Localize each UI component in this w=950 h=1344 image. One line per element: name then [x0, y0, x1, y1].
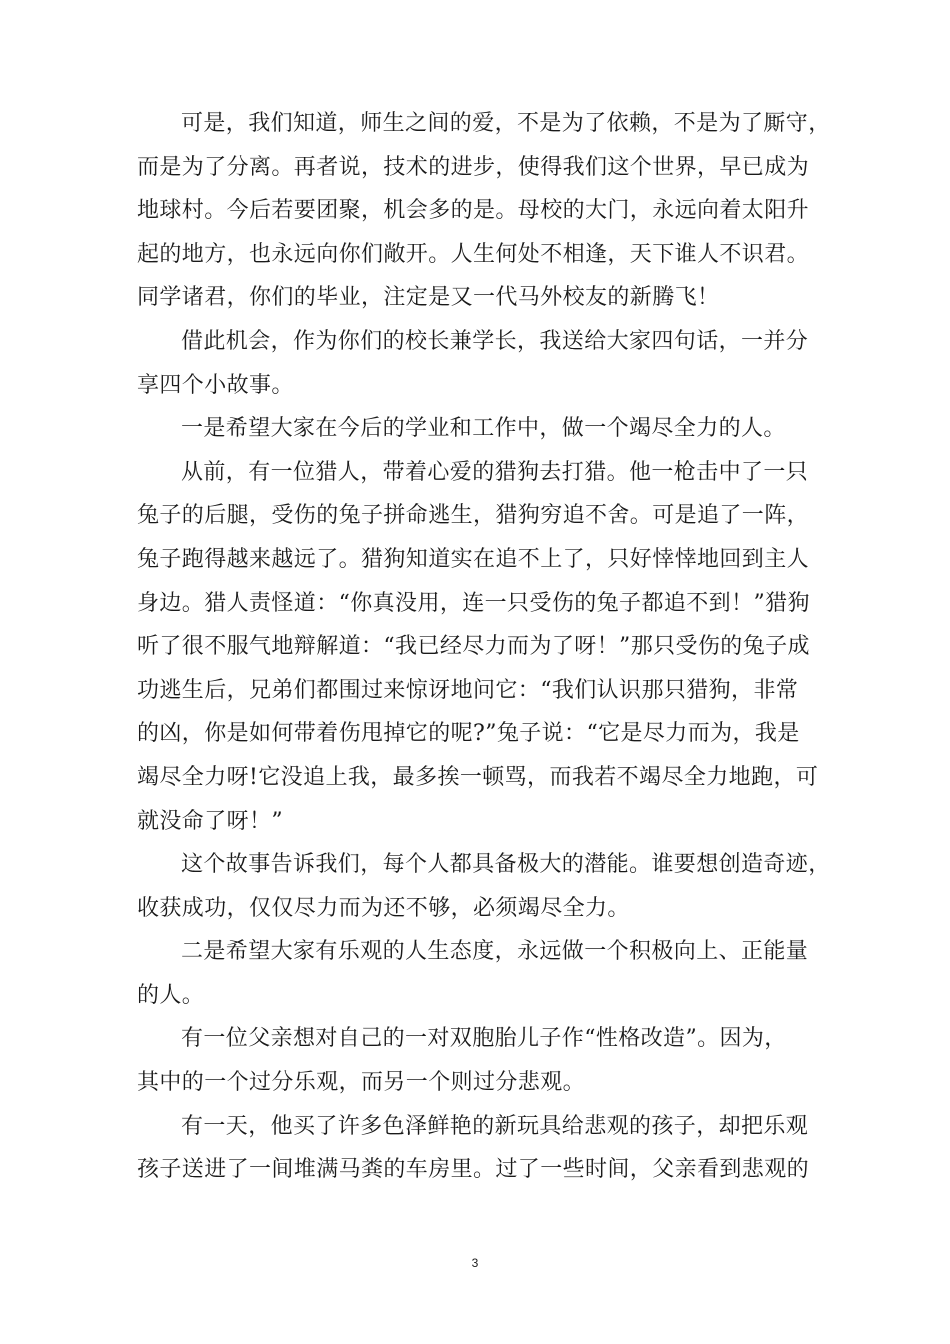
text-line: 这个故事告诉我们，每个人都具备极大的潜能。谁要想创造奇迹， — [181, 852, 831, 878]
text-line: 借此机会，作为你们的校长兼学长，我送给大家四句话，一并分 — [181, 328, 809, 354]
text-line: 兔子跑得越来越远了。猎狗知道实在追不上了，只好悻悻地回到主人 — [137, 546, 810, 572]
text-line: 兔子的后腿，受伤的兔子拼命逃生，猎狗穷追不舍。可是追了一阵， — [137, 503, 810, 529]
text-line: 二是希望大家有乐观的人生态度，永远做一个积极向上、正能量 — [181, 939, 809, 965]
text-line: 收获成功，仅仅尽力而为还不够，必须竭尽全力。 — [137, 895, 630, 921]
text-line: 可是，我们知道，师生之间的爱，不是为了依赖，不是为了厮守， — [181, 111, 831, 136]
text-line: 从前，有一位猎人，带着心爱的猎狗去打猎。他一枪击中了一只 — [181, 459, 809, 485]
text-line: 有一天，他买了许多色泽鲜艳的新玩具给悲观的孩子，却把乐观 — [181, 1113, 809, 1139]
text-line: 听了很不服气地辩解道：“我已经尽力而为了呀！”那只受伤的兔子成 — [137, 634, 810, 660]
text-line: 而是为了分离。再者说，技术的进步，使得我们这个世界，早已成为 — [137, 154, 810, 180]
text-line: 同学诸君，你们的毕业，注定是又一代马外校友的新腾飞！ — [137, 285, 720, 311]
text-line: 有一位父亲想对自己的一对双胞胎儿子作“性格改造”。因为， — [181, 1026, 787, 1052]
text-line: 起的地方，也永远向你们敞开。人生何处不相逢，天下谁人不识君。 — [137, 241, 810, 267]
text-line: 孩子送进了一间堆满马粪的车房里。过了一些时间，父亲看到悲观的 — [137, 1157, 810, 1183]
text-line: 竭尽全力呀!它没追上我，最多挨一顿骂，而我若不竭尽全力地跑，可 — [137, 764, 819, 790]
text-line: 其中的一个过分乐观，而另一个则过分悲观。 — [137, 1070, 586, 1096]
text-line: 地球村。今后若要团聚，机会多的是。母校的大门，永远向着太阳升 — [137, 198, 810, 224]
text-line: 的人。 — [137, 982, 205, 1008]
page-number: 3 — [471, 1256, 479, 1270]
body-text — [137, 102, 831, 1192]
text-line: 的凶，你是如何带着伤甩掉它的呢?”兔子说：“它是尽力而为，我是 — [137, 721, 800, 747]
text-line: 享四个小故事。 — [137, 372, 294, 398]
text-line: 一是希望大家在今后的学业和工作中，做一个竭尽全力的人。 — [181, 416, 786, 442]
text-line: 身边。猎人责怪道：“你真没用，连一只受伤的兔子都追不到！”猎狗 — [137, 590, 810, 616]
text-line: 功逃生后，兄弟们都围过来惊讶地问它：“我们认识那只猎狗，非常 — [137, 677, 799, 703]
text-line: 就没命了呀！” — [137, 808, 284, 834]
